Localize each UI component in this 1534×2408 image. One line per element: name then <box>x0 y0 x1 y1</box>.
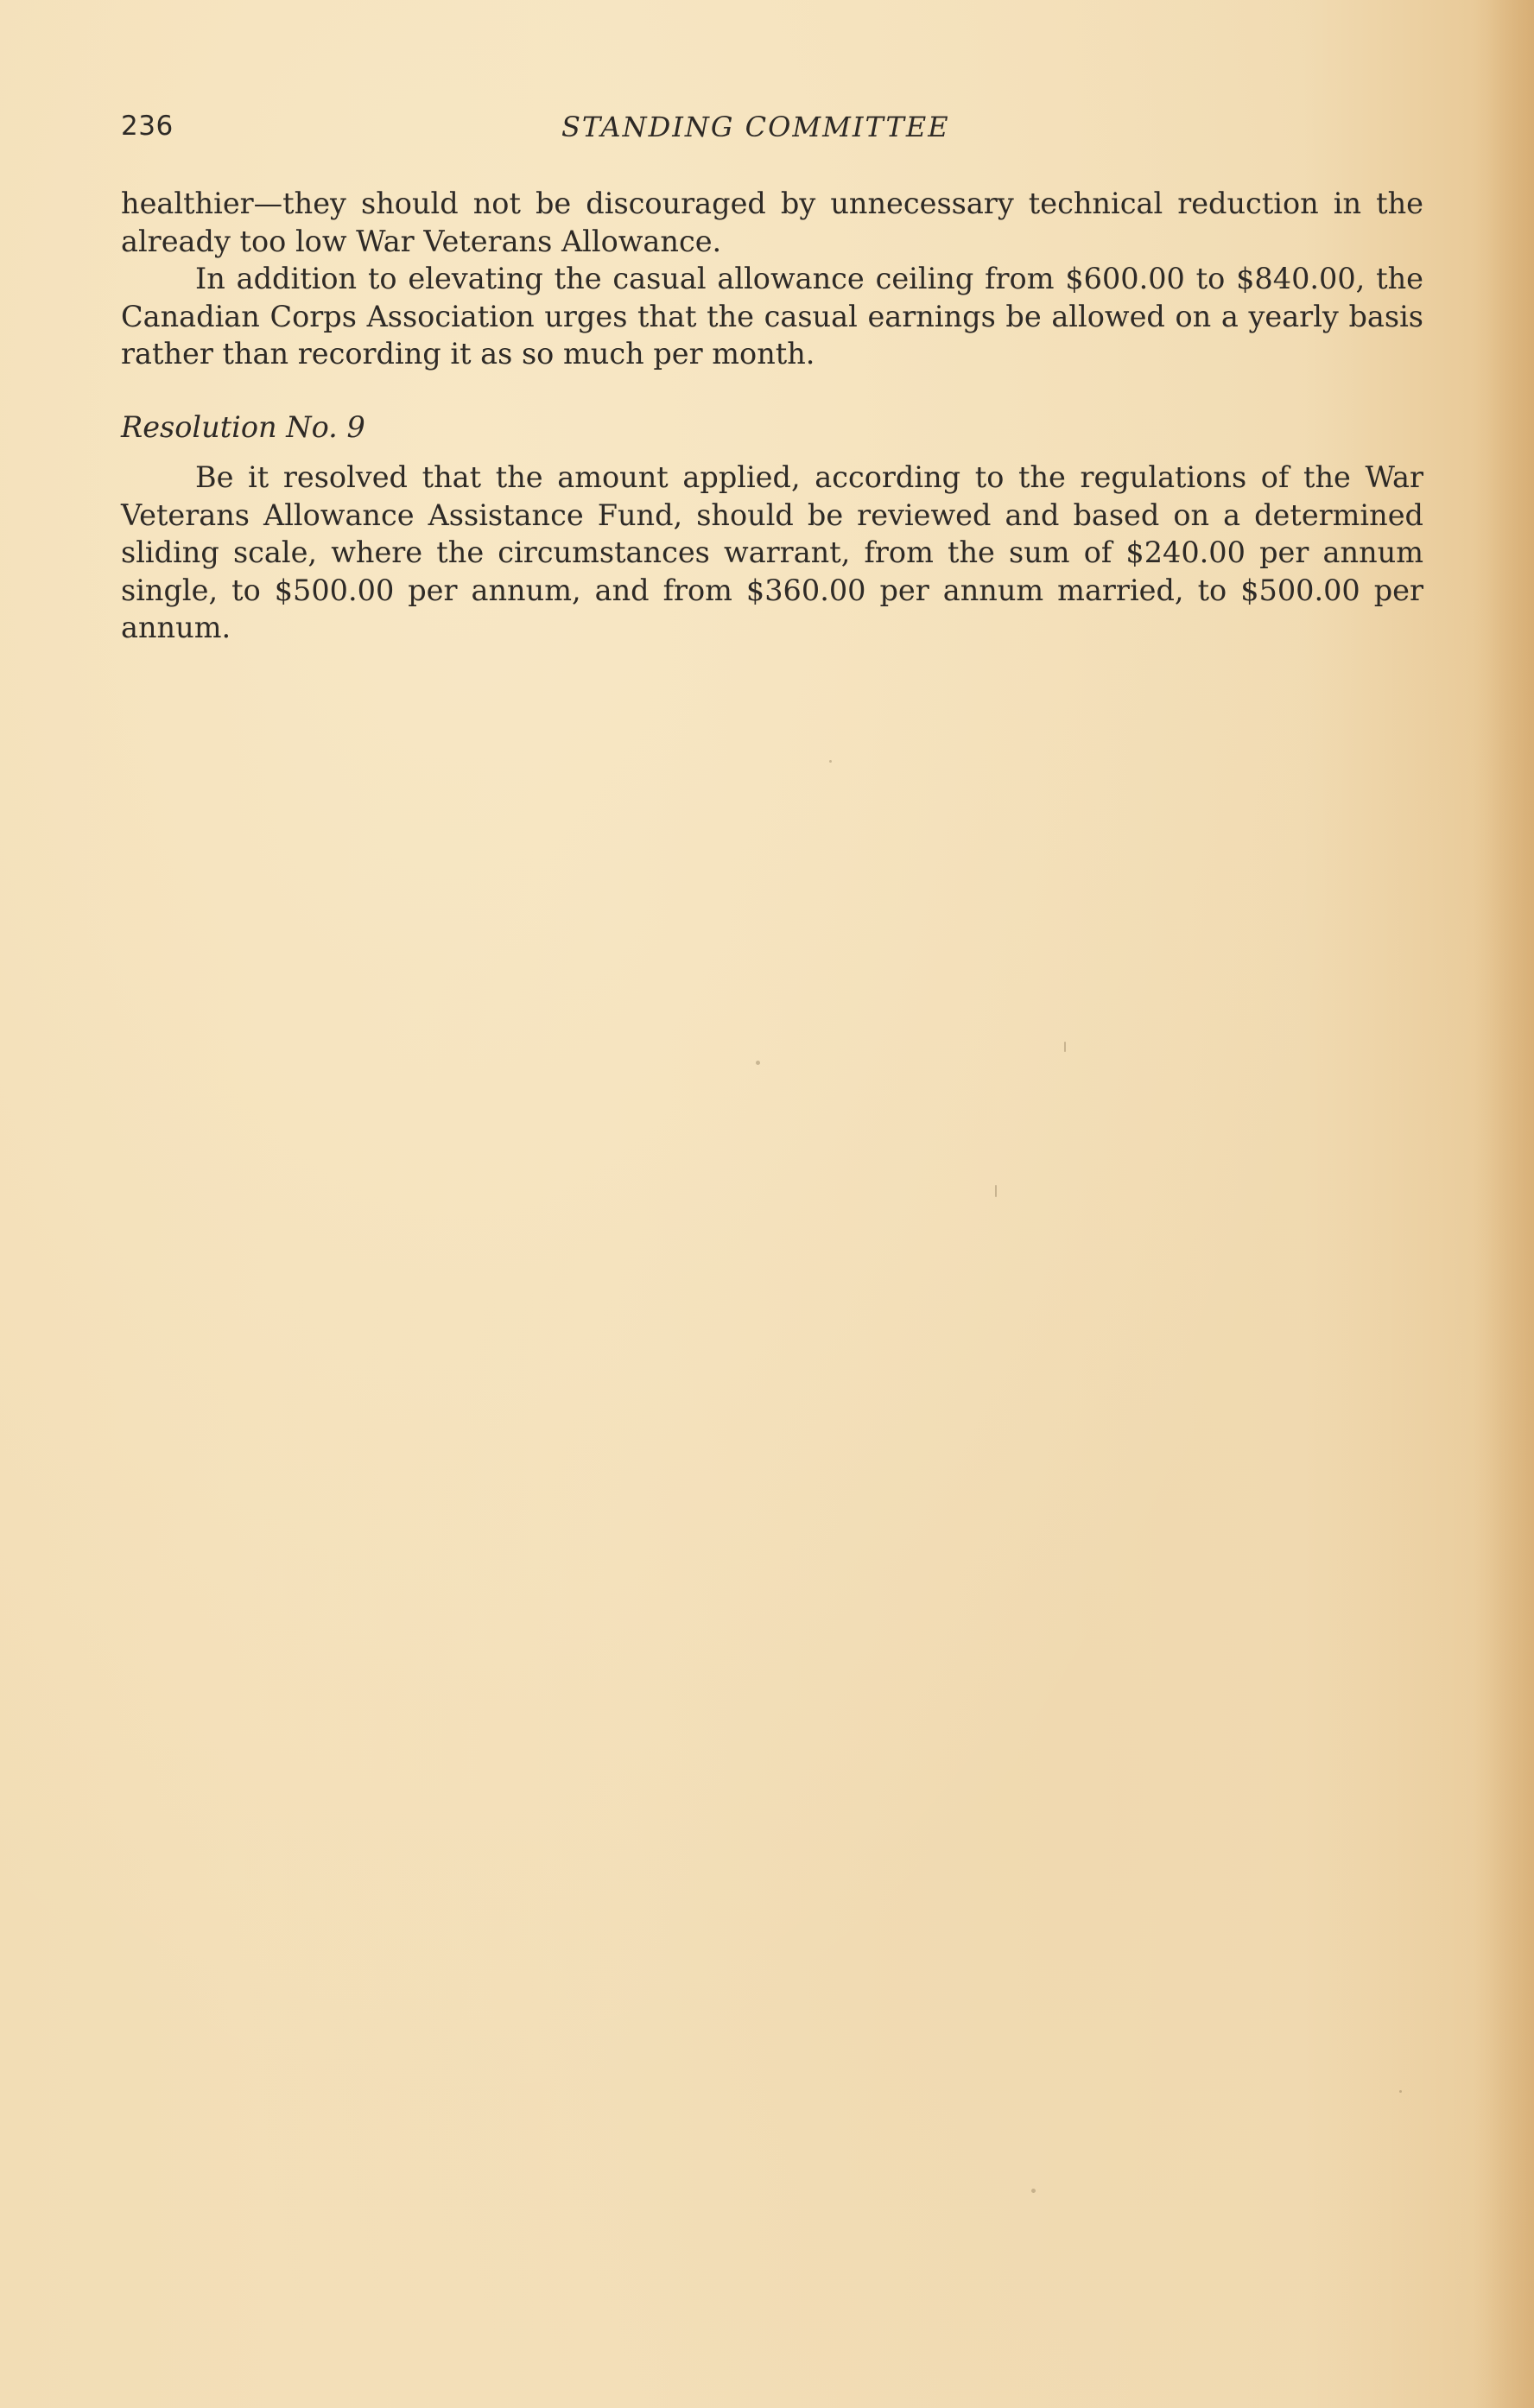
page-number: 236 <box>121 111 174 142</box>
resolution-heading: Resolution No. 9 <box>121 409 365 444</box>
paragraph-casual-allowance: In addition to elevating the casual allowance ceiling from $600.00 to $840.00, the Canadian Corps Association urges that the casual earnings be allowed on a yearly basis rather than recording it as so much per month. <box>121 262 1423 371</box>
running-head: STANDING COMMITTEE <box>561 111 950 143</box>
paragraph-resolution-9: Be it resolved that the amount applied, according to the regulations of the War Veterans Allowance Assistance Fund, should be reviewed and based on a determined sliding scale, where the circumstances warrant, from the sum of $240.00 per annum single, to $500.00 per annum, and from $360.00 per annum married, to $500.00 per annum. <box>121 460 1423 644</box>
paper-speck <box>829 760 832 763</box>
paper-speck <box>1031 2189 1036 2193</box>
paper-speck <box>756 1061 760 1065</box>
body-text <box>121 185 1423 647</box>
paragraph-continuation: healthier—they should not be discouraged by unnecessary technical reduction in the already too low War Veterans Allowance. <box>121 187 1423 258</box>
paper-speck <box>1064 1042 1066 1052</box>
page-header <box>121 111 1425 154</box>
paper-speck <box>1399 2090 1402 2093</box>
paper-speck <box>995 1185 997 1197</box>
